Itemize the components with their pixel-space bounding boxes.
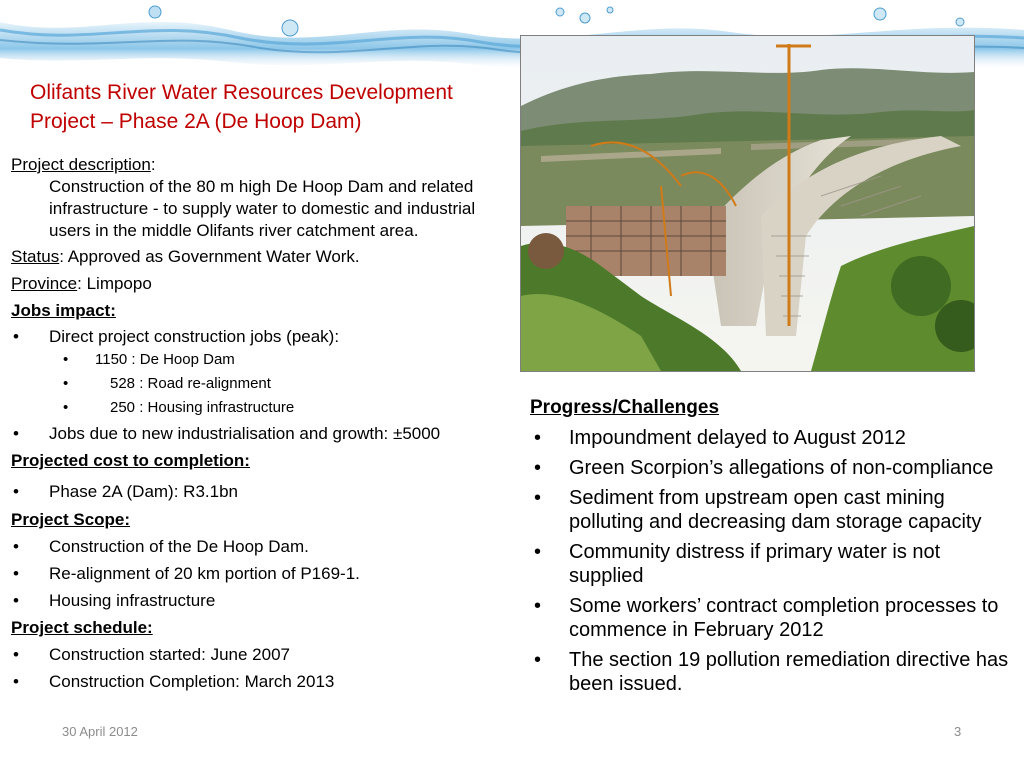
status-line: [11, 246, 511, 268]
challenge-item: [530, 486, 1016, 534]
project-description-colon: :: [150, 155, 156, 174]
scope-item: [11, 590, 511, 612]
jobs-sub-item: [11, 348, 511, 372]
jobs-industrial-item: [11, 423, 511, 445]
jobs-sub-item: [11, 396, 511, 420]
schedule-heading: Project schedule:: [11, 618, 153, 637]
scope-item-text: Re-alignment of 20 km portion of P169-1.: [49, 564, 360, 583]
bullet-icon: •: [534, 595, 542, 617]
challenge-text: Sediment from upstream open cast mining polluting and decreasing dam storage capacity: [569, 487, 982, 533]
cost-item-text: Phase 2A (Dam): R3.1bn: [49, 482, 238, 501]
jobs-industrial-text: Jobs due to new industrialisation and growth: ±5000: [49, 424, 441, 443]
project-details: [11, 154, 511, 693]
jobs-sub-text: 528 : Road re-alignment: [110, 375, 271, 392]
progress-challenges: [530, 396, 1016, 702]
province-value: : Limpopo: [77, 274, 152, 293]
sub-bullet-icon: •: [63, 351, 69, 368]
bullet-icon: •: [13, 591, 19, 610]
bullet-icon: •: [534, 457, 542, 479]
slide-title-line-2: Project – Phase 2A (De Hoop Dam): [30, 110, 362, 133]
schedule-item: [11, 671, 511, 693]
jobs-sub-text: 1150 : De Hoop Dam: [95, 351, 235, 368]
cost-heading: Projected cost to completion:: [11, 451, 250, 470]
challenge-text: Some workers’ contract completion processes to commence in February 2012: [569, 595, 999, 641]
jobs-sub-item: [11, 372, 511, 396]
bullet-icon: •: [13, 424, 19, 443]
sub-bullet-icon: •: [63, 375, 69, 392]
cost-item: [11, 481, 511, 503]
bullet-icon: •: [13, 327, 19, 346]
bullet-icon: •: [13, 482, 19, 501]
scope-item-text: Construction of the De Hoop Dam.: [49, 537, 309, 556]
challenge-item: [530, 594, 1016, 642]
slide-title-line-1: Olifants River Water Resources Development: [30, 81, 453, 104]
challenge-item: [530, 648, 1016, 696]
footer-date: 30 April 2012: [62, 724, 138, 739]
bullet-icon: •: [13, 564, 19, 583]
scope-heading: Project Scope:: [11, 510, 131, 529]
bullet-icon: •: [534, 427, 542, 449]
bullet-icon: •: [13, 537, 19, 556]
challenge-text: Community distress if primary water is not supplied: [569, 541, 941, 587]
progress-heading: Progress/Challenges: [530, 397, 720, 418]
challenge-item: [530, 540, 1016, 588]
project-description-text: Construction of the 80 m high De Hoop Dam and related infrastructure - to supply water to domestic and industrial users in the middle Olifants river catchment area.: [49, 177, 476, 240]
page-number: 3: [954, 724, 962, 739]
jobs-impact-heading: Jobs impact:: [11, 301, 116, 320]
jobs-direct-text: Direct project construction jobs (peak):: [49, 327, 340, 346]
province-label: Province: [11, 274, 78, 293]
status-label: Status: [11, 247, 60, 266]
bullet-icon: •: [534, 541, 542, 563]
jobs-sub-text: 250 : Housing infrastructure: [110, 399, 295, 416]
challenge-text: Impoundment delayed to August 2012: [569, 427, 906, 449]
dam-construction-photo: [520, 35, 975, 372]
scope-item: [11, 563, 511, 585]
challenge-text: The section 19 pollution remediation directive has been issued.: [569, 649, 1009, 695]
sub-bullet-icon: •: [63, 399, 69, 416]
slide-title: [30, 78, 510, 136]
status-value: : Approved as Government Water Work.: [59, 247, 360, 266]
schedule-item-text: Construction started: June 2007: [49, 645, 290, 664]
challenge-item: [530, 426, 1016, 450]
bullet-icon: •: [13, 645, 19, 664]
bullet-icon: •: [13, 672, 19, 691]
jobs-direct-item: [11, 326, 511, 348]
province-line: [11, 273, 511, 295]
schedule-item: [11, 644, 511, 666]
project-description-label: Project description: [11, 155, 151, 174]
bullet-icon: •: [534, 649, 542, 671]
challenge-text: Green Scorpion’s allegations of non-compliance: [569, 457, 994, 479]
challenge-item: [530, 456, 1016, 480]
project-description-heading: [11, 154, 511, 176]
scope-item-text: Housing infrastructure: [49, 591, 216, 610]
schedule-item-text: Construction Completion: March 2013: [49, 672, 335, 691]
scope-item: [11, 536, 511, 558]
bullet-icon: •: [534, 487, 542, 509]
